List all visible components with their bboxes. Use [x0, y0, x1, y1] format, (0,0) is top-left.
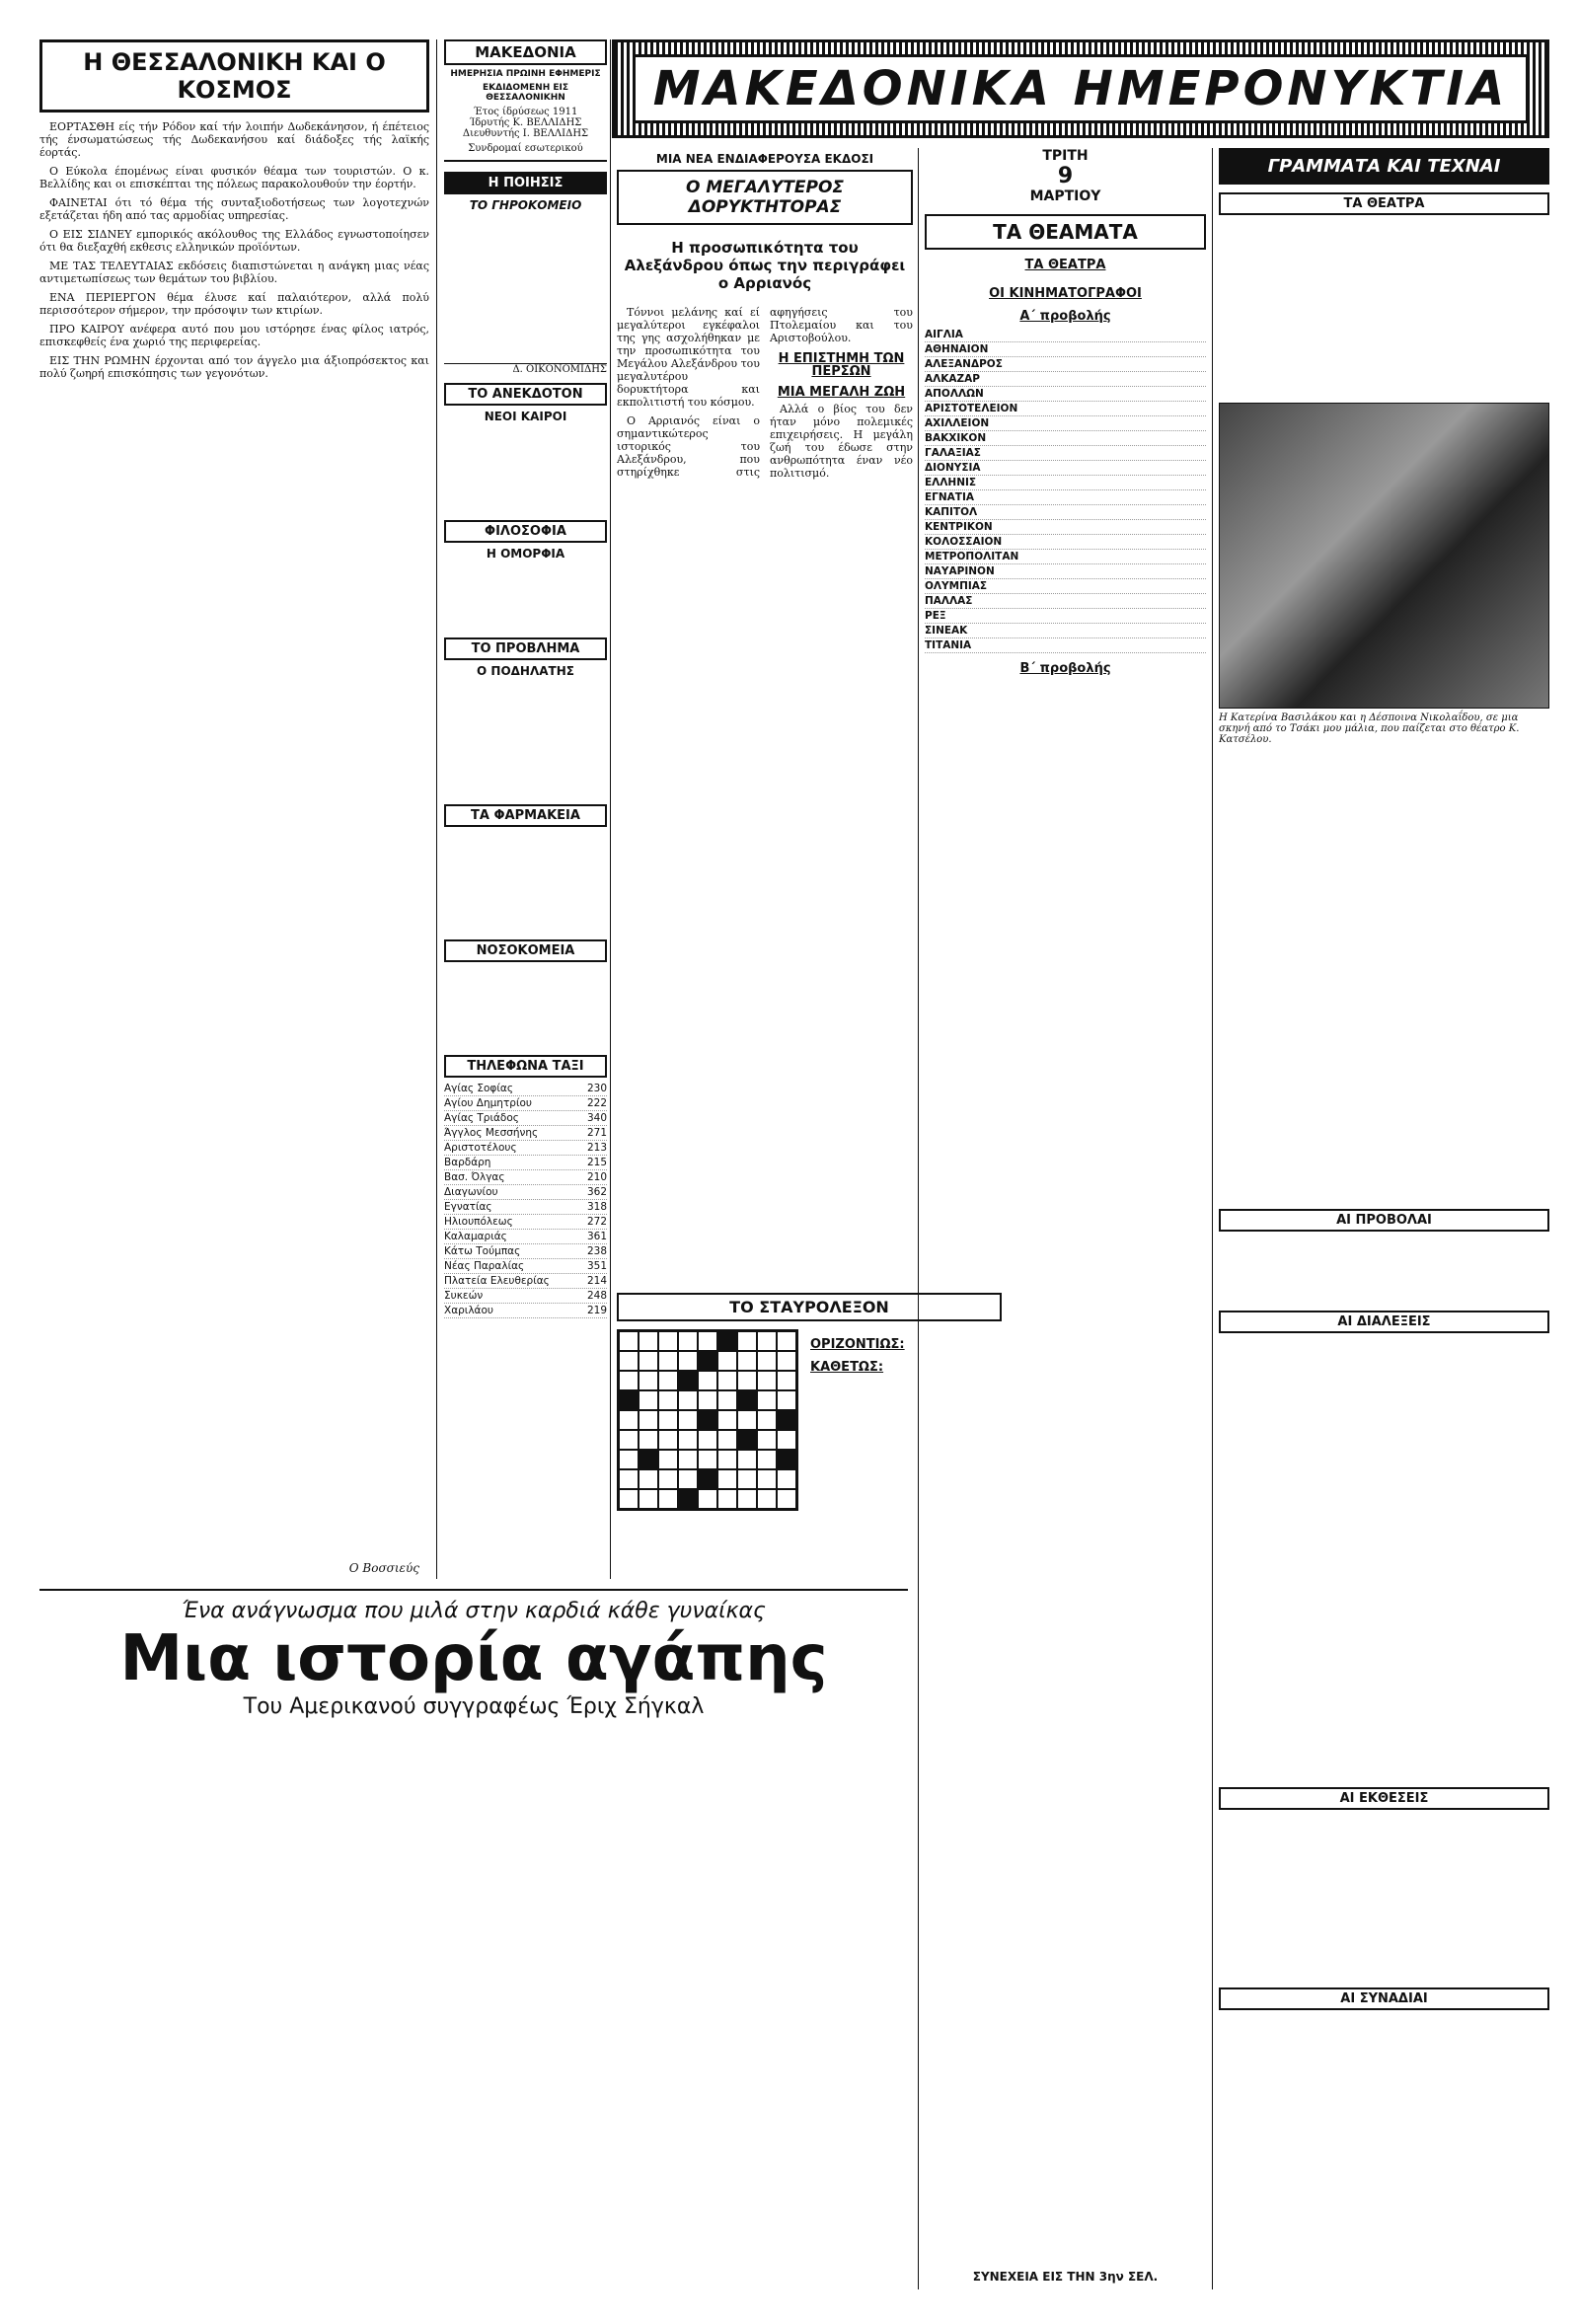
crossword-cell [737, 1351, 757, 1371]
cinema-item: ΤΙΤΑΝΙΑ [925, 638, 1206, 653]
crossword-grid [617, 1329, 798, 1511]
crossword-cell [717, 1371, 737, 1390]
crossword-cell [658, 1371, 678, 1390]
photo [1219, 403, 1549, 709]
phone-number: 230 [586, 1083, 607, 1094]
crossword-cell [737, 1489, 757, 1509]
features-column [444, 39, 607, 1579]
paragraph: Ο Αρριανός είναι ο σημαντικώτερος ιστορικός του Αλεξάνδρου, που στηρίχθηκε στις αφηγήσεις του Πτολεμαίου και του Αριστοβούλου. [617, 306, 913, 479]
logo: ΜΑΚΕΔΟΝΙΑ [444, 39, 607, 65]
crossword-cell [619, 1331, 639, 1351]
phones-header: ΤΗΛΕΦΩΝΑ ΤΑΞΙ [444, 1055, 607, 1078]
crossword-cell [777, 1469, 796, 1489]
crossword-cell [777, 1450, 796, 1469]
signature: Ο Βοσσιεύς [348, 1561, 419, 1575]
arts-column [1219, 148, 1549, 2289]
cinema-item: ΜΕΤΡΟΠΟΛΙΤΑΝ [925, 550, 1206, 564]
cinema-item: ΚΕΝΤΡΙΚΟΝ [925, 520, 1206, 535]
crossword-cell [757, 1351, 777, 1371]
arts-lectures: ΑΙ ΔΙΑΛΕΞΕΙΣ [1219, 1311, 1549, 1333]
poetry-title: ΤΟ ΓΗΡΟΚΟΜΕΙΟ [469, 198, 582, 212]
article-title: Ο ΜΕΓΑΛΥΤΕΡΟΣ ΔΟΡΥΚΤΗΤΟΡΑΣ [617, 170, 913, 225]
phone-row [444, 1126, 607, 1141]
paragraph: ΕΝΑ ΠΕΡΙΕΡΓΟΝ θέμα έλυσε καί παλαιότερον, αλλά πολύ περισσότερον σήμερον, την πρόσοψιν των κτιρίων. [39, 291, 429, 317]
crossword-cell [678, 1489, 698, 1509]
crossword-cell [658, 1430, 678, 1450]
phone-row [444, 1230, 607, 1244]
phone-row [444, 1111, 607, 1126]
phone-name: Χαριλάου [444, 1305, 493, 1316]
crossword-cell [777, 1410, 796, 1430]
crossword-cell [757, 1469, 777, 1489]
cinema-item: ΕΛΛΗΝΙΣ [925, 476, 1206, 490]
poetry-author: Δ. ΟΙΚΟΝΟΜΙΔΗΣ [512, 364, 607, 375]
paragraph: ΕΟΡΤΑΣΘΗ είς τήν Ρόδον καί τήν λοιπήν Δωδεκάνησον, ή έπέτειος τής ένσωματώσεως τής Δωδεκανήσου καί διάδοξες τής λαϊκής έορτάς. [39, 120, 429, 159]
crossword-cell [737, 1390, 757, 1410]
spectacles-footer: ΣΥΝΕΧΕΙΑ ΕΙΣ ΤΗΝ 3ην ΣΕΛ. [972, 2270, 1159, 2284]
crossword-cell [678, 1331, 698, 1351]
article-kicker: ΜΙΑ ΝΕΑ ΕΝΔΙΑΦΕΡΟΥΣΑ ΕΚΔΟΣΙ [655, 152, 874, 166]
cinema-item: ΚΑΠΙΤΟΛ [925, 505, 1206, 520]
anecdote-header: ΤΟ ΑΝΕΚΔΟΤΟΝ [444, 383, 607, 406]
phone-number: 214 [586, 1275, 607, 1287]
phone-row [444, 1304, 607, 1318]
philosophy-title: Η ΟΜΟΡΦΙΑ [486, 547, 565, 561]
crossword-cell [619, 1469, 639, 1489]
arts-screenings: ΑΙ ΠΡΟΒΟΛΑΙ [1219, 1209, 1549, 1232]
crossword-cell [678, 1430, 698, 1450]
ad-byline: Του Αμερικανού συγγραφέως Έριχ Σήγκαλ [243, 1694, 705, 1719]
crossword-cell [619, 1351, 639, 1371]
crossword-cell [757, 1390, 777, 1410]
phone-name: Αριστοτέλους [444, 1142, 517, 1154]
imprint-sub: ΗΜΕΡΗΣΙΑ ΠΡΩΙΝΗ ΕΦΗΜΕΡΙΣ [450, 69, 601, 79]
philosophy-body [444, 564, 607, 634]
crossword-cell [717, 1331, 737, 1351]
paragraph: Ο ΕΙΣ ΣΙΔΝΕΥ εμπορικός ακόλουθος της Ελλάδος εγνωστοποίησεν ότι θα διεξαχθή εκθεσις ελληνικών προϊόντων. [39, 228, 429, 254]
cinema-item: ΔΙΟΝΥΣΙΑ [925, 461, 1206, 476]
phone-name: Διαγωνίου [444, 1186, 498, 1198]
phone-number: 213 [586, 1142, 607, 1154]
ad-title: Μια ιστορία αγάπης [119, 1622, 828, 1695]
photo-caption: Η Κατερίνα Βασιλάκου και η Δέσποινα Νικολαΐδου, σε μια σκηνή από το Τσάκι μου μάλια, που παίζεται στο θέατρο Κ. Κατσέλου. [1219, 712, 1520, 745]
phone-name: Άγγλος Μεσσήνης [444, 1127, 539, 1139]
crossword-cell [658, 1489, 678, 1509]
crossword-cell [639, 1351, 658, 1371]
paragraph: ΠΡΟ ΚΑΙΡΟΥ ανέφερα αυτό που μου ιστόρησε ένας φίλος ιατρός, επισκεφθείς ένα χωριό της περιφερείας. [39, 323, 429, 348]
crossword-cell [658, 1351, 678, 1371]
crossword-cell [678, 1371, 698, 1390]
crossword-cell [639, 1410, 658, 1430]
screenings-body [1219, 1232, 1549, 1311]
phone-name: Ηλιουπόλεως [444, 1216, 513, 1228]
masthead-title: ΜΑΚΕΔΟΝΙΚΑ ΗΜΕΡΟΝΥΚΤΙΑ [633, 54, 1530, 123]
arts-header: ΓΡΑΜΜΑΤΑ ΚΑΙ ΤΕΧΝΑΙ [1219, 148, 1549, 185]
cinema-item: ΕΓΝΑΤΙΑ [925, 490, 1206, 505]
crossword-cell [639, 1450, 658, 1469]
crossword-cell [698, 1469, 717, 1489]
cinema-item: ΒΑΚΧΙΚΟΝ [925, 431, 1206, 446]
phone-name: Συκεών [444, 1290, 484, 1302]
imprint-founder: Ίδρυτής Κ. ΒΕΛΛΙΔΗΣ [469, 117, 582, 128]
cinema-item: ΓΑΛΑΞΙΑΣ [925, 446, 1206, 461]
crossword-horizontal: ΟΡΙΖΟΝΤΙΩΣ: [810, 1337, 905, 1352]
crossword-cell [639, 1331, 658, 1351]
cinema-item: ΑΛΕΞΑΝΔΡΟΣ [925, 357, 1206, 372]
crossword-cell [678, 1410, 698, 1430]
column-rule [610, 39, 611, 1579]
anecdote-title: ΝΕΟΙ ΚΑΙΡΟΙ [484, 410, 567, 423]
crossword-cell [737, 1331, 757, 1351]
article-subheading: Η προσωπικότητα του Αλεξάνδρου όπως την περιγράφει ο Αρριανός [624, 239, 906, 292]
crossword-cell [698, 1351, 717, 1371]
crossword-cell [619, 1410, 639, 1430]
poetry-body [444, 216, 607, 364]
crossword-cell [737, 1430, 757, 1450]
cinema-item: ΑΠΟΛΛΩΝ [925, 387, 1206, 402]
phone-number: 271 [586, 1127, 607, 1139]
phone-number: 248 [586, 1290, 607, 1302]
phone-row [444, 1200, 607, 1215]
crossword-cell [757, 1410, 777, 1430]
spectacles-cinemas: ΟΙ ΚΙΝΗΜΑΤΟΓΡΑΦΟΙ [989, 286, 1142, 301]
phone-number: 210 [586, 1171, 607, 1183]
crossword-header: ΤΟ ΣΤΑΥΡΟΛΕΞΟΝ [617, 1293, 1002, 1321]
crossword-cell [678, 1450, 698, 1469]
crossword-cell [757, 1450, 777, 1469]
phone-row [444, 1185, 607, 1200]
phone-name: Βασ. Όλγας [444, 1171, 505, 1183]
imprint-subscription: Συνδρομαί εσωτερικού [468, 143, 583, 154]
crossword-cell [658, 1390, 678, 1410]
phone-name: Κάτω Τούμπας [444, 1245, 521, 1257]
crossword-cell [717, 1351, 737, 1371]
article-subhead: ΜΙΑ ΜΕΓΑΛΗ ΖΩΗ [777, 385, 906, 400]
crossword-cell [658, 1410, 678, 1430]
phone-number: 238 [586, 1245, 607, 1257]
phone-name: Αγίου Δημητρίου [444, 1097, 532, 1109]
crossword-vertical: ΚΑΘΕΤΩΣ: [810, 1360, 884, 1375]
crossword-cell [777, 1331, 796, 1351]
phone-row [444, 1244, 607, 1259]
date-num: 9 [1057, 164, 1074, 188]
pharmacies-header: ΤΑ ΦΑΡΜΑΚΕΙΑ [444, 804, 607, 827]
crossword-cell [619, 1489, 639, 1509]
phone-number: 215 [586, 1157, 607, 1168]
column-rule [1212, 148, 1213, 2289]
phone-number: 340 [586, 1112, 607, 1124]
column-rule [436, 39, 437, 1579]
crossword-cell [737, 1371, 757, 1390]
article-subhead: Η ΕΠΙΣΤΗΜΗ ΤΩΝ ΠΕΡΣΩΝ [778, 351, 905, 379]
crossword-cell [717, 1489, 737, 1509]
crossword-cell [698, 1430, 717, 1450]
arts-meetings: ΑΙ ΣΥΝΑΔΙΑΙ [1219, 1987, 1549, 2010]
phone-row [444, 1259, 607, 1274]
crossword-cell [777, 1430, 796, 1450]
cinema-item: ΑΙΓΛΙΑ [925, 328, 1206, 342]
exhibitions-body [1219, 1810, 1549, 1987]
phone-name: Αγίας Τριάδος [444, 1112, 519, 1124]
imprint-founded: Έτος ίδρύσεως 1911 [473, 107, 578, 117]
crossword-cell [737, 1410, 757, 1430]
cinema-item: ΠΑΛΛΑΣ [925, 594, 1206, 609]
crossword-cell [678, 1351, 698, 1371]
crossword-cell [757, 1489, 777, 1509]
date-month: ΜΑΡΤΙΟΥ [1029, 188, 1101, 204]
arts-body [1219, 745, 1549, 1209]
problem-body [444, 682, 607, 800]
hospitals-header: ΝΟΣΟΚΟΜΕΙΑ [444, 939, 607, 962]
crossword-cell [737, 1450, 757, 1469]
crossword-cell [777, 1489, 796, 1509]
crossword-cell [717, 1410, 737, 1430]
arts-theatre-body [1219, 215, 1549, 403]
spectacles-theatres: ΤΑ ΘΕΑΤΡΑ [1024, 258, 1106, 272]
phones-list [444, 1082, 607, 1318]
crossword-cell [757, 1371, 777, 1390]
crossword-cell [619, 1371, 639, 1390]
phone-name: Εγνατίας [444, 1201, 492, 1213]
cinema-list [925, 328, 1206, 653]
crossword-cell [698, 1450, 717, 1469]
newspaper-page [39, 39, 1549, 2289]
cinema-item: ΝΑΥΑΡΙΝΟΝ [925, 564, 1206, 579]
phone-name: Αγίας Σοφίας [444, 1083, 513, 1094]
cinema-item: ΑΡΙΣΤΟΤΕΛΕΙΟΝ [925, 402, 1206, 416]
crossword-cell [698, 1489, 717, 1509]
crossword-cell [639, 1371, 658, 1390]
phone-row [444, 1289, 607, 1304]
phone-number: 272 [586, 1216, 607, 1228]
crossword-cell [757, 1430, 777, 1450]
phone-name: Νέας Παραλίας [444, 1260, 525, 1272]
spectacles-first: Α΄ προβολής [1019, 309, 1111, 324]
problem-title: Ο ΠΟΔΗΛΑΤΗΣ [477, 664, 574, 678]
crossword-cell [619, 1390, 639, 1410]
phone-row [444, 1215, 607, 1230]
crossword-cell [698, 1331, 717, 1351]
crossword-cell [757, 1331, 777, 1351]
paragraph: ΦΑΙΝΕΤΑΙ ότι τό θέμα τής συνταξιοδοτήσεως των λογοτεχνών εξετάζεται ήδη από τας αρμοδίας υπηρεσίας. [39, 196, 429, 222]
phone-number: 361 [586, 1231, 607, 1242]
crossword-cell [639, 1390, 658, 1410]
crossword-cell [678, 1390, 698, 1410]
spectacles-second: Β΄ προβολής [1019, 661, 1111, 676]
phone-name: Καλαμαριάς [444, 1231, 507, 1242]
crossword-cell [737, 1469, 757, 1489]
ad-kicker: Ένα ανάγνωσμα που μιλά στην καρδιά κάθε γυναίκας [182, 1599, 766, 1623]
column-rule [918, 148, 919, 2289]
cinema-item: ΑΛΚΑΖΑΡ [925, 372, 1206, 387]
crossword-cell [698, 1371, 717, 1390]
crossword-cell [658, 1450, 678, 1469]
crossword-cell [717, 1450, 737, 1469]
left-title: Η ΘΕΣΣΑΛΟΝΙΚΗ ΚΑΙ Ο ΚΟΣΜΟΣ [39, 39, 429, 112]
paragraph: Αλλά ο βίος του δεν ήταν μόνο πολεμικές επιχειρήσεις. Η μεγάλη ζωή του έδωσε στην ανθρωπότητα έναν νέο πολιτισμό. [770, 403, 913, 480]
article-body [617, 306, 913, 1194]
phone-row [444, 1096, 607, 1111]
left-column [39, 39, 429, 1579]
hospitals-body [444, 962, 607, 1051]
crossword-cell [698, 1410, 717, 1430]
lectures-body [1219, 1333, 1549, 1787]
crossword-cell [619, 1430, 639, 1450]
phone-number: 362 [586, 1186, 607, 1198]
paragraph: Τόννοι μελάνης καί εί μεγαλύτεροι εγκέφαλοι της γης ασχολήθηκαν με την προσωπικότητα του Μεγάλου Αλεξάνδρου του μεγαλυτέρου δορυκτήτορα και εκπολιτιστή του κόσμου. [617, 306, 760, 409]
serial-ad [39, 1589, 908, 1727]
cinema-item: ΚΟΛΟΣΣΑΙΟΝ [925, 535, 1206, 550]
paragraph: Ο Εύκολα έπομένως είναι φυσικόν θέαμα των τουριστών. Ο κ. Βελλίδης και οι επισκέπται της πόλεως παρακολουθούν την έορτήν. [39, 165, 429, 190]
crossword-cell [658, 1331, 678, 1351]
main-article-column [617, 148, 913, 1283]
anecdote-body [444, 427, 607, 516]
crossword-cell [639, 1489, 658, 1509]
phone-number: 318 [586, 1201, 607, 1213]
crossword-cell [717, 1430, 737, 1450]
date-block [925, 148, 1206, 204]
crossword-cell [619, 1450, 639, 1469]
phone-row [444, 1082, 607, 1096]
phone-name: Βαρδάρη [444, 1157, 491, 1168]
left-article [39, 120, 429, 380]
phone-name: Πλατεία Ελευθερίας [444, 1275, 550, 1287]
cinema-item: ΣΙΝΕΑΚ [925, 624, 1206, 638]
date-day: ΤΡΙΤΗ [1042, 148, 1089, 164]
phone-row [444, 1156, 607, 1170]
phone-row [444, 1170, 607, 1185]
spectacles-header: ΤΑ ΘΕΑΜΑΤΑ [925, 214, 1206, 250]
cinema-item: ΑΧΙΛΛΕΙΟΝ [925, 416, 1206, 431]
crossword-cell [678, 1469, 698, 1489]
cinema-item: ΑΘΗΝΑΙΟΝ [925, 342, 1206, 357]
arts-theatre: ΤΑ ΘΕΑΤΡΑ [1219, 192, 1549, 215]
crossword-cell [777, 1390, 796, 1410]
imprint-sub: ΕΚΔΙΔΟΜΕΝΗ ΕΙΣ ΘΕΣΣΑΛΟΝΙΚΗΝ [483, 83, 568, 103]
phone-row [444, 1141, 607, 1156]
poetry-header: Η ΠΟΙΗΣΙΣ [444, 172, 607, 194]
crossword-cell [639, 1430, 658, 1450]
philosophy-header: ΦΙΛΟΣΟΦΙΑ [444, 520, 607, 543]
crossword-cell [698, 1390, 717, 1410]
crossword-cell [717, 1390, 737, 1410]
crossword-cell [658, 1469, 678, 1489]
phone-row [444, 1274, 607, 1289]
paragraph: ΜΕ ΤΑΣ ΤΕΛΕΥΤΑΙΑΣ εκδόσεις διαπιστώνεται η ανάγκη μιας νέας αντιμετωπίσεως των θεμάτων του βιβλίου. [39, 260, 429, 285]
crossword-cell [717, 1469, 737, 1489]
cinema-item: ΟΛΥΜΠΙΑΣ [925, 579, 1206, 594]
imprint [444, 39, 607, 162]
crossword-cell [777, 1351, 796, 1371]
paragraph: ΕΙΣ ΤΗΝ ΡΩΜΗΝ έρχονται από τον άγγελο μια άξιοπρόσεκτος και πολύ ζωηρή επισκόπησις των γεγονότων. [39, 354, 429, 380]
cinema-item: ΡΕΞ [925, 609, 1206, 624]
problem-header: ΤΟ ΠΡΟΒΛΗΜΑ [444, 637, 607, 660]
crossword-cell [777, 1371, 796, 1390]
phone-number: 222 [586, 1097, 607, 1109]
arts-exhibitions: ΑΙ ΕΚΘΕΣΕΙΣ [1219, 1787, 1549, 1810]
masthead [612, 39, 1549, 138]
imprint-director: Διευθυντής Ι. ΒΕΛΛΙΔΗΣ [462, 128, 589, 139]
spectacles-column [925, 148, 1206, 2289]
phone-number: 219 [586, 1305, 607, 1316]
phone-number: 351 [586, 1260, 607, 1272]
pharmacies-body [444, 827, 607, 936]
crossword-cell [639, 1469, 658, 1489]
